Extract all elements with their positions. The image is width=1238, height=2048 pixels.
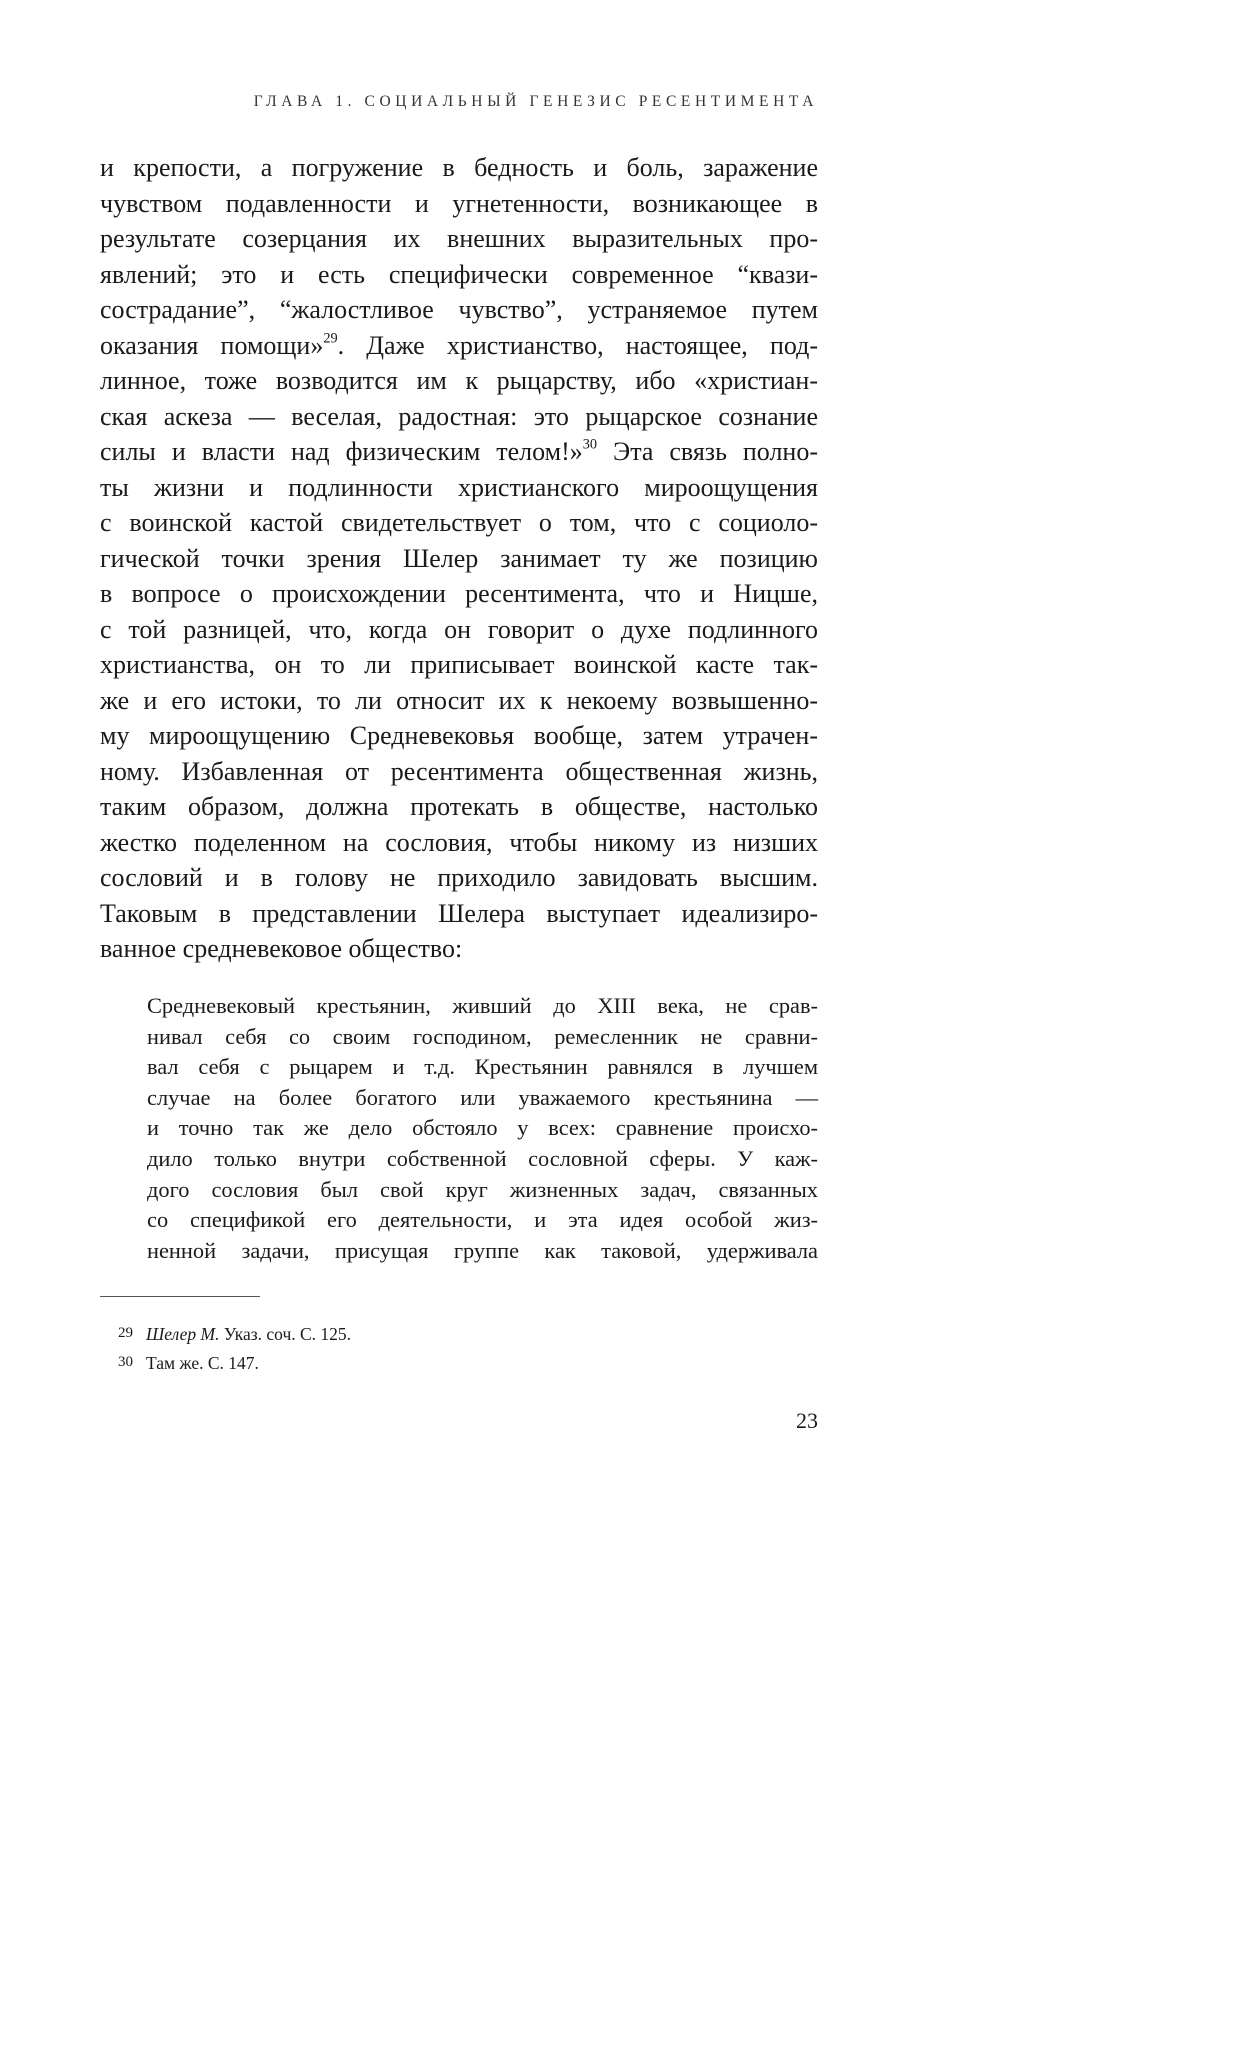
body-line-text: христианства, он то ли приписывает воинской касте так- xyxy=(100,650,818,679)
body-text xyxy=(100,150,818,967)
body-line-text: ванное средневековое общество: xyxy=(100,934,463,963)
body-line xyxy=(100,612,818,648)
body-line-text: сострадание”, “жалостливое чувство”, устраняемое путем xyxy=(100,295,818,324)
body-line xyxy=(100,576,818,612)
body-line xyxy=(100,292,818,328)
body-line xyxy=(100,186,818,222)
quote-line: дило только внутри собственной сословной сферы. У каж- xyxy=(147,1145,818,1171)
footnote-rule xyxy=(100,1296,260,1297)
block-quote xyxy=(147,991,818,1266)
body-line-text: явлений; это и есть специфически современное “квази- xyxy=(100,259,818,289)
body-line xyxy=(100,257,818,293)
quote-line: и точно так же дело обстояло у всех: сравнение происхо- xyxy=(147,1115,818,1141)
body-line xyxy=(100,399,818,435)
body-line xyxy=(100,647,818,683)
quote-line: нивал себя со своим господином, ремесленник не сравни- xyxy=(147,1023,818,1049)
body-line-text: гической точки зрения Шелер занимает ту же позицию xyxy=(100,543,818,573)
body-line xyxy=(100,221,818,257)
body-line-text-after: . Даже христианство, настоящее, под- xyxy=(337,330,818,360)
footnote-ref: 30 xyxy=(582,436,598,453)
body-line xyxy=(100,434,818,470)
body-line xyxy=(100,718,818,754)
body-line-text: Таковым в представлении Шелера выступает идеализиро- xyxy=(100,898,818,928)
body-line xyxy=(100,931,818,967)
body-line xyxy=(100,363,818,399)
footnote-ref: 29 xyxy=(323,330,338,347)
body-line xyxy=(100,754,818,790)
quote-line: Средневековый крестьянин, живший до XIII века, не срав- xyxy=(147,993,818,1018)
footnote-text: Указ. соч. С. 125. xyxy=(219,1324,352,1344)
body-line xyxy=(100,505,818,541)
body-line-text: в вопросе о происхождении ресентимента, что и Ницше, xyxy=(100,579,818,608)
body-line-text: сословий и в голову не приходило завидовать высшим. xyxy=(100,863,818,892)
body-line-text-after: Эта связь полно- xyxy=(597,437,819,466)
body-line xyxy=(100,789,818,825)
body-line-text: чувством подавленности и угнетенности, возникающее в xyxy=(100,188,818,218)
body-line xyxy=(100,150,818,186)
body-line-text: ному. Избавленная от ресентимента общественная жизнь, xyxy=(100,756,818,786)
quote-line: вал себя с рыцарем и т.д. Крестьянин равнялся в лучшем xyxy=(147,1054,818,1080)
body-line-text: ты жизни и подлинности христианского мироощущения xyxy=(100,472,818,502)
page-number: 23 xyxy=(796,1408,818,1433)
footnote-author: Шелер М. xyxy=(146,1324,220,1344)
footnote xyxy=(118,1348,351,1377)
body-line-text: линное, тоже возводится им к рыцарству, ибо «христиан- xyxy=(100,366,818,395)
body-line xyxy=(100,328,818,364)
body-line-text: оказания помощи» xyxy=(100,330,324,360)
body-line-text: же и его истоки, то ли относит их к некоему возвышенно- xyxy=(100,685,818,715)
body-line-text: жестко поделенном на сословия, чтобы никому из низших xyxy=(100,827,818,857)
footnote xyxy=(118,1319,351,1348)
footnote-number: 29 xyxy=(118,1325,133,1341)
body-line xyxy=(100,683,818,719)
body-line-text: результате созерцания их внешних выразительных про- xyxy=(100,224,818,253)
footnotes xyxy=(118,1319,351,1377)
quote-line: со спецификой его деятельности, и эта идея особой жиз- xyxy=(147,1207,818,1233)
body-line xyxy=(100,860,818,896)
quote-line: ненной задачи, присущая группе как таковой, удерживала xyxy=(147,1237,818,1263)
running-head: ГЛАВА 1. СОЦИАЛЬНЫЙ ГЕНЕЗИС РЕСЕНТИМЕНТА xyxy=(253,93,818,110)
body-line xyxy=(100,541,818,577)
body-line-text: ская аскеза — веселая, радостная: это рыцарское сознание xyxy=(100,401,818,431)
body-line-text: таким образом, должна протекать в обществе, настолько xyxy=(100,792,818,821)
body-line xyxy=(100,470,818,506)
body-line-text: с той разницей, что, когда он говорит о духе подлинного xyxy=(100,614,818,644)
body-line-text: силы и власти над физическим телом!» xyxy=(100,437,583,466)
body-line-text: му мироощущению Средневековья вообще, затем утрачен- xyxy=(100,721,818,750)
body-line-text: и крепости, а погружение в бедность и боль, заражение xyxy=(100,153,818,182)
footnote-number: 30 xyxy=(118,1354,133,1370)
footnote-text: Там же. С. 147. xyxy=(146,1353,259,1373)
quote-line: дого сословия был свой круг жизненных задач, связанных xyxy=(147,1176,818,1202)
body-line xyxy=(100,896,818,932)
body-line-text: с воинской кастой свидетельствует о том, что с социоло- xyxy=(100,508,818,537)
quote-line: случае на более богатого или уважаемого крестьянина — xyxy=(147,1084,818,1110)
body-line xyxy=(100,825,818,861)
